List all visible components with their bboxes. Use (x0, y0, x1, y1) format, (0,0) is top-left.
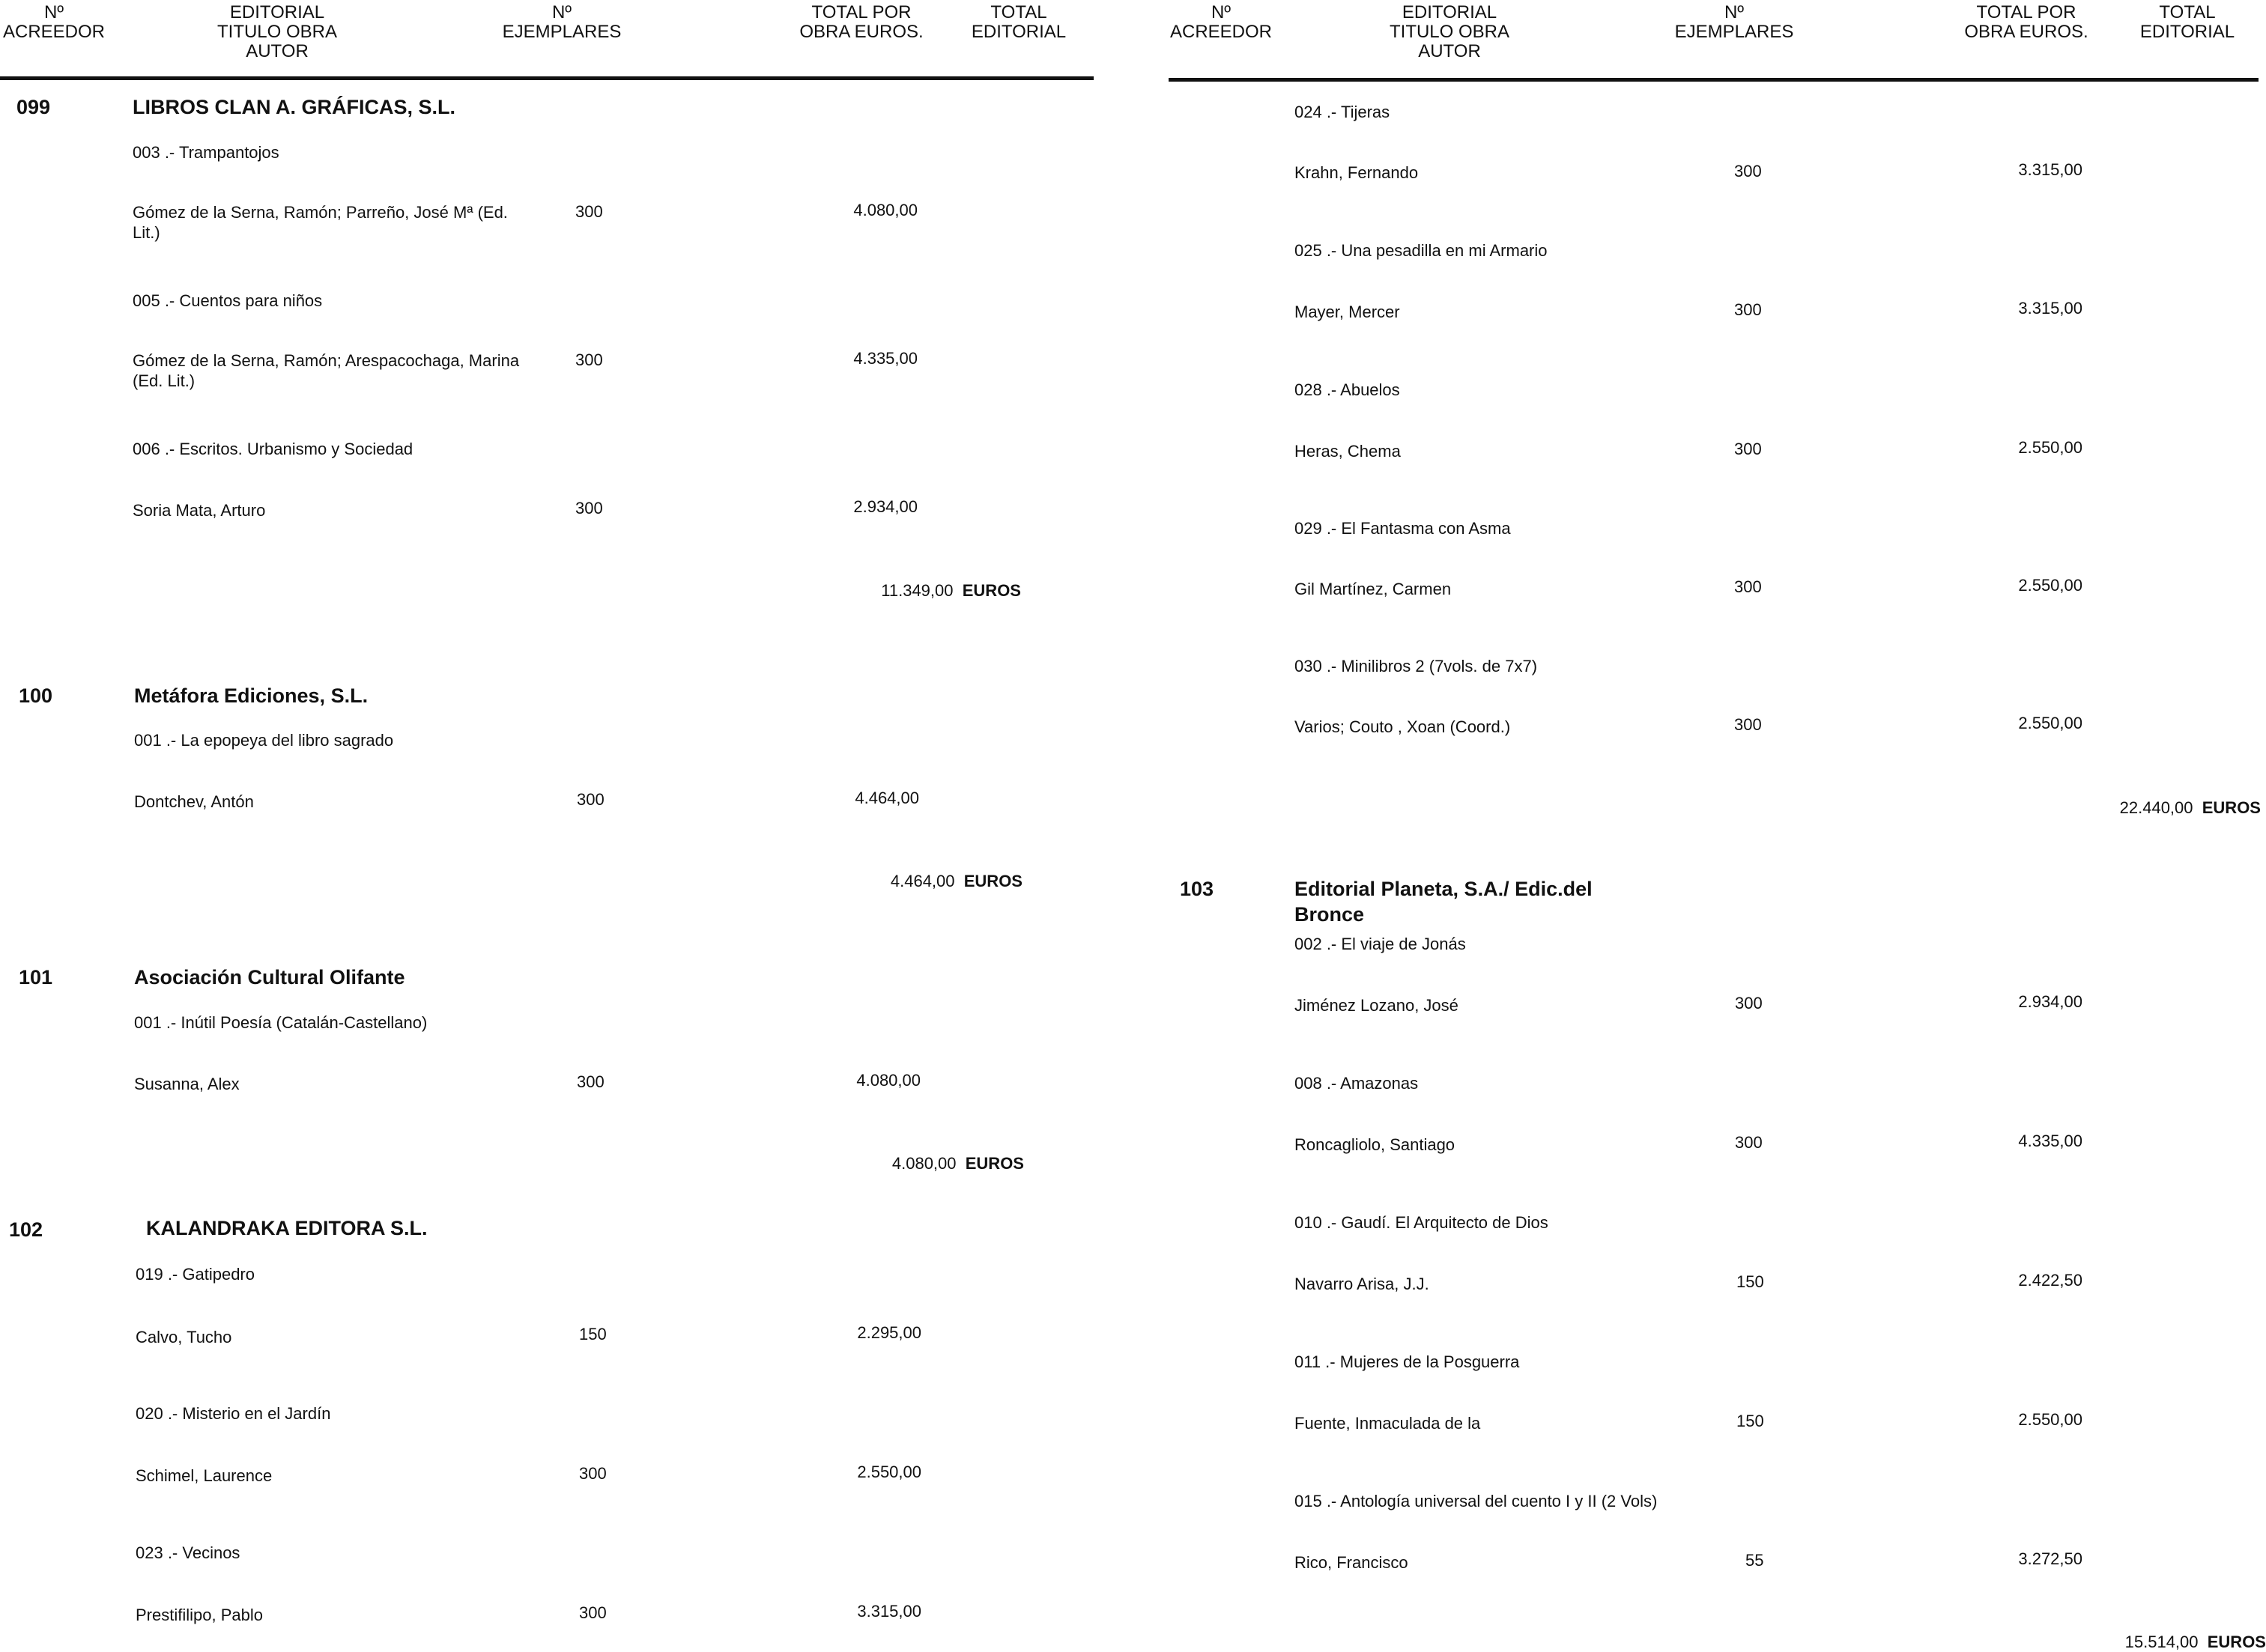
work-title: 005 .- Cuentos para niños (133, 291, 323, 310)
work-author: Schimel, Laurence (136, 1466, 273, 1485)
work-author: Susanna, Alex (134, 1075, 240, 1093)
work-title: 001 .- Inútil Poesía (Catalán-Castellano) (134, 1013, 428, 1032)
total-currency: EUROS (2202, 798, 2261, 817)
work-title: 024 .- Tijeras (1294, 103, 1390, 121)
creditor-code: 099 (16, 96, 51, 118)
work-author: Gómez de la Serna, Ramón; Parreño, José Mª (Ed. Lit.) (133, 203, 508, 242)
header-total-obra: TOTAL POR OBRA EUROS. (1964, 2, 2088, 42)
work-price: 2.550,00 (2018, 438, 2082, 457)
work-price: 4.464,00 (855, 789, 919, 807)
header-editorial: EDITORIAL TITULO OBRA AUTOR (216, 2, 338, 61)
work-author: Heras, Chema (1294, 442, 1401, 461)
header-total-obra: TOTAL POR OBRA EUROS. (799, 2, 924, 42)
work-author: Gil Martínez, Carmen (1294, 580, 1452, 598)
work-qty: 300 (1734, 577, 1762, 596)
creditor-code: 102 (9, 1218, 43, 1241)
work-title: 002 .- El viaje de Jonás (1294, 935, 1466, 953)
work-title: 006 .- Escritos. Urbanismo y Sociedad (133, 440, 413, 458)
work-author: Dontchev, Antón (134, 792, 254, 811)
work-qty: 300 (577, 1072, 605, 1091)
header-rule (0, 76, 1094, 80)
work-price: 4.080,00 (853, 201, 918, 219)
table-header (1169, 0, 2266, 75)
work-title: 029 .- El Fantasma con Asma (1294, 519, 1511, 538)
work-title: 001 .- La epopeya del libro sagrado (134, 731, 394, 750)
work-title: 008 .- Amazonas (1294, 1074, 1419, 1093)
work-author: Mayer, Mercer (1294, 303, 1400, 321)
work-price: 3.272,50 (2018, 1549, 2082, 1568)
work-author: Soria Mata, Arturo (133, 501, 266, 520)
work-qty: 300 (575, 499, 603, 517)
total-amount: 4.080,00 (891, 1154, 957, 1173)
work-title: 011 .- Mujeres de la Posguerra (1294, 1352, 1520, 1371)
work-price: 2.550,00 (2018, 714, 2082, 732)
work-title: 028 .- Abuelos (1294, 380, 1400, 399)
work-author: Jiménez Lozano, José (1294, 996, 1458, 1015)
work-price: 2.934,00 (853, 497, 918, 516)
work-price: 4.335,00 (2018, 1132, 2082, 1150)
work-author: Rico, Francisco (1294, 1553, 1408, 1572)
work-author: Navarro Arisa, J.J. (1294, 1275, 1429, 1293)
total-currency: EUROS (2207, 1633, 2266, 1651)
table-header (0, 0, 1116, 75)
header-total-editorial: TOTAL EDITORIAL (971, 2, 1067, 42)
header-total-editorial: TOTAL EDITORIAL (2139, 2, 2235, 42)
total-amount: 15.514,00 (2124, 1633, 2199, 1651)
publisher-total (826, 581, 1021, 601)
left-column (0, 0, 1116, 1651)
work-price: 3.315,00 (2018, 160, 2082, 179)
total-currency: EUROS (962, 581, 1021, 600)
work-title: 015 .- Antología universal del cuento I y II (2 Vols) (1294, 1492, 1658, 1510)
publisher-total (2071, 1633, 2266, 1652)
work-price: 2.550,00 (2018, 1410, 2082, 1429)
work-qty: 55 (1745, 1551, 1764, 1570)
work-price: 4.335,00 (853, 349, 918, 368)
header-rule (1169, 78, 2259, 82)
work-qty: 300 (577, 790, 605, 809)
work-author: Roncagliolo, Santiago (1294, 1135, 1455, 1154)
work-title: 003 .- Trampantojos (133, 143, 279, 162)
work-author: Calvo, Tucho (136, 1328, 232, 1346)
publisher-name: Asociación Cultural Olifante (134, 966, 405, 989)
work-qty: 300 (579, 1464, 607, 1483)
work-qty: 150 (1736, 1272, 1764, 1291)
work-author: Prestifilipo, Pablo (136, 1606, 263, 1624)
work-title: 030 .- Minilibros 2 (7vols. de 7x7) (1294, 657, 1538, 675)
publisher-name: KALANDRAKA EDITORA S.L. (146, 1217, 428, 1239)
work-qty: 150 (1736, 1412, 1764, 1430)
work-price: 3.315,00 (857, 1602, 921, 1621)
work-title: 010 .- Gaudí. El Arquitecto de Dios (1294, 1213, 1548, 1232)
publisher-name: Metáfora Ediciones, S.L. (134, 684, 369, 707)
work-qty: 300 (1735, 1133, 1763, 1152)
work-price: 2.422,50 (2018, 1271, 2082, 1290)
total-amount: 22.440,00 (2119, 798, 2193, 817)
publisher-total (828, 872, 1023, 891)
work-qty: 300 (1734, 440, 1762, 458)
work-author: Varios; Couto , Xoan (Coord.) (1294, 717, 1511, 736)
work-price: 2.295,00 (857, 1323, 921, 1342)
creditor-code: 103 (1180, 878, 1214, 900)
work-title: 020 .- Misterio en el Jardín (136, 1404, 331, 1423)
work-qty: 300 (575, 350, 603, 369)
publisher-name: LIBROS CLAN A. GRÁFICAS, S.L. (133, 96, 455, 118)
publisher-total (2066, 798, 2261, 818)
header-acreedor: Nº ACREEDOR (1169, 2, 1273, 42)
work-qty: 300 (1734, 162, 1762, 180)
work-author: Fuente, Inmaculada de la (1294, 1414, 1481, 1433)
work-title: 019 .- Gatipedro (136, 1265, 255, 1284)
work-price: 2.550,00 (857, 1463, 921, 1481)
header-editorial: EDITORIAL TITULO OBRA AUTOR (1389, 2, 1510, 61)
work-title: 023 .- Vecinos (136, 1543, 240, 1562)
work-price: 4.080,00 (856, 1071, 921, 1090)
work-qty: 300 (1734, 300, 1762, 319)
work-qty: 300 (1735, 994, 1763, 1012)
total-currency: EUROS (965, 1154, 1024, 1173)
total-amount: 4.464,00 (890, 872, 955, 890)
work-price: 2.550,00 (2018, 576, 2082, 595)
work-author: Krahn, Fernando (1294, 163, 1419, 182)
right-column (1169, 0, 2266, 1651)
publisher-total (829, 1154, 1024, 1173)
work-qty: 150 (579, 1325, 607, 1343)
total-currency: EUROS (963, 872, 1023, 890)
work-price: 2.934,00 (2018, 992, 2082, 1011)
work-author: Gómez de la Serna, Ramón; Arespacochaga, Marina (Ed. Lit.) (133, 351, 520, 390)
work-price: 3.315,00 (2018, 299, 2082, 318)
work-qty: 300 (579, 1603, 607, 1622)
publisher-name: Editorial Planeta, S.A./ Edic.del Bronce (1294, 878, 1593, 926)
header-acreedor: Nº ACREEDOR (2, 2, 106, 42)
work-qty: 300 (575, 202, 603, 221)
header-ejemplares: Nº EJEMPLARES (502, 2, 622, 42)
work-title: 025 .- Una pesadilla en mi Armario (1294, 241, 1548, 260)
creditor-code: 100 (19, 684, 53, 707)
total-amount: 11.349,00 (881, 581, 954, 600)
work-qty: 300 (1734, 715, 1762, 734)
creditor-code: 101 (19, 966, 53, 989)
header-ejemplares: Nº EJEMPLARES (1674, 2, 1794, 42)
